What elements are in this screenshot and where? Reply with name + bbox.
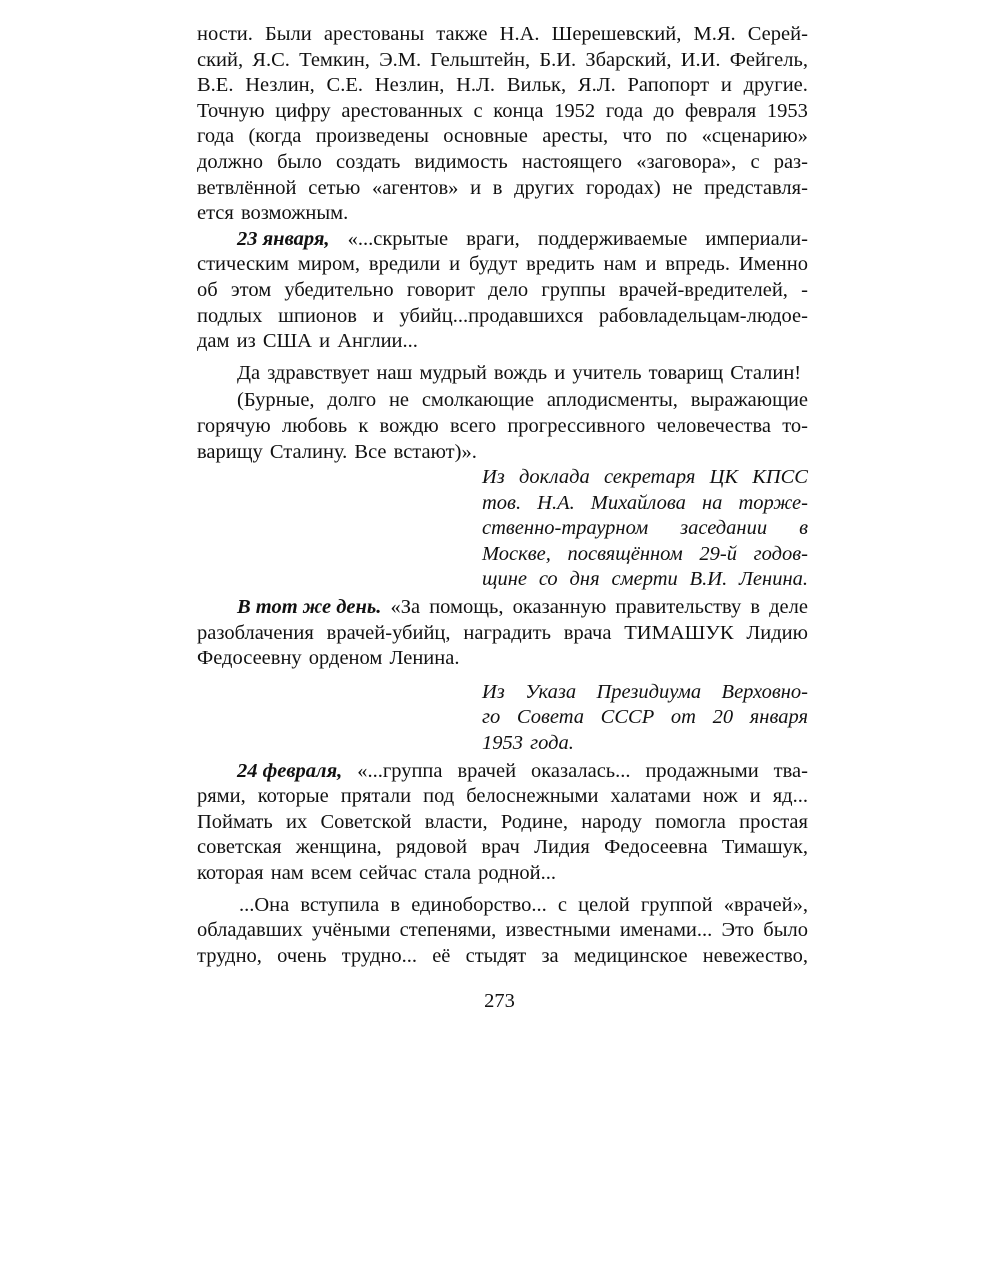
text-line: которая нам всем сейчас стала родной... bbox=[197, 862, 557, 884]
text-line: ...Она вступила в единоборство... с целой группой «врачей», bbox=[239, 893, 808, 916]
quote-line: ственно-траурном заседании в bbox=[482, 517, 808, 540]
page-number: 273 bbox=[484, 990, 515, 1012]
text-line: года (когда произведены основные аресты, что по «сценарию» bbox=[197, 125, 808, 148]
text-line: об этом убедительно говорит дело группы врачей-вредителей, - bbox=[197, 278, 808, 301]
source-quote-mikhailov bbox=[482, 465, 808, 593]
paragraph-long-live bbox=[197, 361, 808, 387]
text-line: ский, Я.С. Темкин, Э.М. Гельштейн, Б.И. Збарский, И.И. Фейгель, bbox=[197, 48, 808, 71]
text-line: подлых шпионов и убийц...продавшихся рабовладельцам-людое- bbox=[197, 304, 808, 327]
text-line: ветвлённой сетью «агентов» и в других городах) не представля- bbox=[197, 176, 808, 199]
quote-line: Москве, посвящённом 29-й годов- bbox=[482, 542, 808, 565]
date-heading: 24 февраля, bbox=[237, 759, 343, 782]
text-line: трудно, очень трудно... её стыдят за медицинское невежество, bbox=[197, 944, 808, 967]
text-line: 24 февраля, «...группа врачей оказалась... продажными тва- bbox=[197, 759, 808, 785]
text-line: (Бурные, долго не смолкающие аплодисменты, выражающие bbox=[237, 389, 808, 412]
source-quote-decree bbox=[482, 680, 808, 757]
text-line: ется возможным. bbox=[197, 202, 349, 225]
text-line: разоблачения врачей-убийц, наградить врача ТИМАШУК Лидию bbox=[197, 621, 808, 644]
text-line: В тот же день. «За помощь, оказанную правительству в деле bbox=[197, 595, 808, 621]
paragraph-arrests bbox=[197, 22, 808, 227]
page-body bbox=[197, 22, 808, 969]
quote-line: го Совета СССР от 20 января bbox=[482, 706, 808, 729]
paragraph-jan-23 bbox=[197, 227, 808, 355]
text-line: обладавших учёными степенями, известными именами... Это было bbox=[197, 919, 808, 942]
paragraph-feb-24 bbox=[197, 759, 808, 887]
text-line: ности. Были арестованы также Н.А. Шерешевский, М.Я. Серей- bbox=[197, 23, 808, 45]
text-line: В.Е. Незлин, С.Е. Незлин, Н.Л. Вильк, Я.Л. Рапопорт и другие. bbox=[197, 74, 808, 97]
text-line: дам из США и Англии... bbox=[197, 330, 418, 353]
quote-line: Из доклада секретаря ЦК КПСС bbox=[482, 466, 808, 489]
text-line: Точную цифру арестованных с конца 1952 года до февраля 1953 bbox=[197, 99, 808, 122]
text-line: варищу Сталину. Все встают)». bbox=[197, 440, 477, 463]
quote-line: тов. Н.А. Михайлова на торже- bbox=[482, 491, 808, 514]
text-line: должно было создать видимость настоящего «заговора», с раз- bbox=[197, 150, 808, 173]
date-heading: В тот же день. bbox=[237, 596, 382, 619]
quote-line: 1953 года. bbox=[482, 732, 574, 755]
paragraph-single-combat bbox=[197, 893, 808, 970]
text-line: стическим миром, вредили и будут вредить нам и впредь. Именно bbox=[197, 253, 808, 276]
date-heading: 23 января, bbox=[237, 227, 330, 250]
text-line: рями, которые прятали под белоснежными халатами нож и яд... bbox=[197, 785, 808, 808]
text-line: советская женщина, рядовой врач Лидия Федосеевна Тимашук, bbox=[197, 836, 808, 859]
text-line: Федосеевну орденом Ленина. bbox=[197, 647, 460, 670]
paragraph-same-day bbox=[197, 595, 808, 672]
text-line: Поймать их Советской власти, Родине, народу помогла простая bbox=[197, 810, 808, 833]
text-line: 23 января, «...скрытые враги, поддерживаемые империали- bbox=[197, 227, 808, 253]
paragraph-applause bbox=[197, 388, 808, 465]
quote-line: щине со дня смерти В.И. Ленина. bbox=[482, 568, 808, 591]
quote-line: Из Указа Президиума Верховно- bbox=[482, 680, 808, 703]
text-line: горячую любовь к вождю всего прогрессивного человечества то- bbox=[197, 414, 808, 437]
text-line: Да здравствует наш мудрый вождь и учитель товарищ Сталин! bbox=[237, 361, 802, 384]
